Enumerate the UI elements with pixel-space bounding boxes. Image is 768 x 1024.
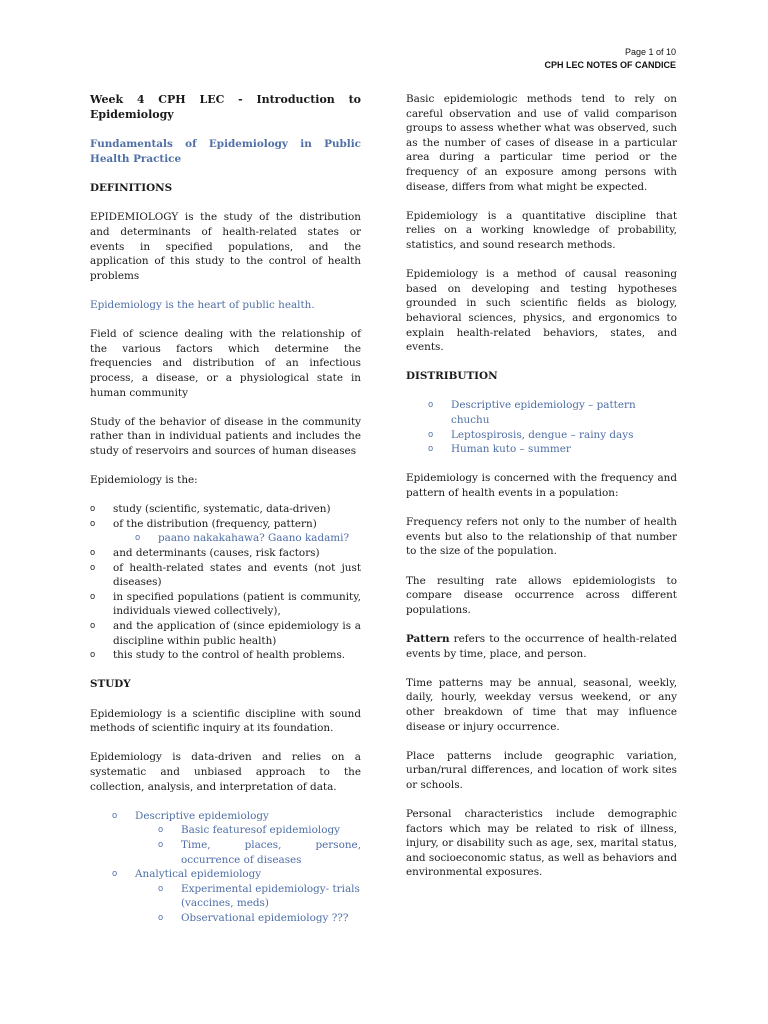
list-item: o Descriptive epidemiology <box>112 809 361 824</box>
definition-paragraph: EPIDEMIOLOGY is the study of the distribution and determinants of health-related states or events in specified populations, and the application of this study to the control of health problems <box>90 211 361 282</box>
list-item: o of health-related states and events (not just diseases) <box>90 561 361 590</box>
pattern-paragraph <box>406 632 677 661</box>
distribution-list <box>406 398 677 456</box>
quantitative-paragraph: Epidemiology is a quantitative discipline that relies on a working knowledge of probability, statistics, and sound research methods. <box>406 209 677 251</box>
personal-characteristics-paragraph: Personal characteristics include demographic factors which may be related to risk of illness, injury, or disability such as age, sex, marital status, and socioeconomic status, as well as behaviors and environmental exposures. <box>406 808 677 879</box>
list-item-nested: o Basic featuresof epidemiology <box>158 823 361 838</box>
definitions-heading: DEFINITIONS <box>90 182 173 195</box>
definition-paragraph: Study of the behavior of disease in the community rather than in individual patients and includes the study of reservoirs and sources of human diseases <box>90 415 361 457</box>
list-item-nested: o paano nakakahawa? Gaano kadami? <box>135 531 361 546</box>
list-item: o Descriptive epidemiology – pattern chuchu <box>428 398 677 427</box>
list-item: o this study to the control of health problems. <box>90 648 361 663</box>
list-item-nested: o Observational epidemiology ??? <box>158 911 361 926</box>
list-item: o study (scientific, systematic, data-driven) <box>90 502 361 517</box>
list-item: o and the application of (since epidemiology is a discipline within public health) <box>90 619 361 648</box>
list-item-nested: o Time, places, persone, occurrence of diseases <box>158 838 361 867</box>
study-paragraph: Epidemiology is a scientific discipline with sound methods of scientific inquiry at its foundation. <box>90 707 361 735</box>
study-list <box>90 809 361 926</box>
document-title: Week 4 CPH LEC - Introduction to Epidemiology <box>90 93 361 121</box>
frequency-pattern-paragraph: Epidemiology is concerned with the frequency and pattern of health events in a population: <box>406 472 677 500</box>
list-item: o of the distribution (frequency, pattern) <box>90 517 361 532</box>
heart-statement: Epidemiology is the heart of public health. <box>90 298 315 311</box>
list-item-nested: o Experimental epidemiology- trials (vaccines, meds) <box>158 882 361 911</box>
right-column <box>406 92 677 895</box>
study-paragraph: Epidemiology is data-driven and relies on a systematic and unbiased approach to the collection, analysis, and interpretation of data. <box>90 751 361 793</box>
causal-paragraph: Epidemiology is a method of causal reasoning based on developing and testing hypotheses grounded in such scientific fields as biology, behavioral sciences, physics, and ergonomics to explain health-related behaviors, states, and events. <box>406 268 677 354</box>
definition-list <box>90 502 361 663</box>
list-item: o in specified populations (patient is community, individuals viewed collectively), <box>90 590 361 619</box>
definition-intro: Epidemiology is the: <box>90 474 198 487</box>
rate-paragraph: The resulting rate allows epidemiologists to compare disease occurrence across different populations. <box>406 574 677 616</box>
distribution-heading: DISTRIBUTION <box>406 370 498 383</box>
time-patterns-paragraph: Time patterns may be annual, seasonal, weekly, daily, hourly, weekday versus weekend, or any other breakdown of time that may influence disease or injury occurrence. <box>406 676 677 733</box>
pattern-term: Pattern <box>406 632 450 645</box>
definition-paragraph: Field of science dealing with the relationship of the various factors which determine the frequencies and distribution of an infectious process, a disease, or a physiological state in human community <box>90 328 361 399</box>
list-item: o and determinants (causes, risk factors) <box>90 546 361 561</box>
document-subtitle: Fundamentals of Epidemiology in Public Health Practice <box>90 137 361 165</box>
notes-label: CPH LEC NOTES OF CANDICE <box>544 60 676 70</box>
frequency-paragraph: Frequency refers not only to the number of health events but also to the relationship of that number to the size of the population. <box>406 516 677 558</box>
page-number: Page 1 of 10 <box>624 47 676 57</box>
page-header <box>544 46 676 72</box>
list-item: o Analytical epidemiology <box>112 867 361 882</box>
list-item: o Leptospirosis, dengue – rainy days <box>428 428 677 443</box>
place-patterns-paragraph: Place patterns include geographic variation, urban/rural differences, and location of work sites or schools. <box>406 749 677 791</box>
pattern-definition: refers to the occurrence of health-related events by time, place, and person. <box>406 632 677 660</box>
methods-paragraph: Basic epidemiologic methods tend to rely on careful observation and use of valid comparison groups to assess whether what was observed, such as the number of cases of disease in a particular area during a particular time period or the frequency of an exposure among persons with disease, differs from what might be expected. <box>406 93 677 193</box>
list-item: o Human kuto – summer <box>428 442 677 457</box>
study-heading: STUDY <box>90 678 131 691</box>
left-column <box>90 92 361 940</box>
